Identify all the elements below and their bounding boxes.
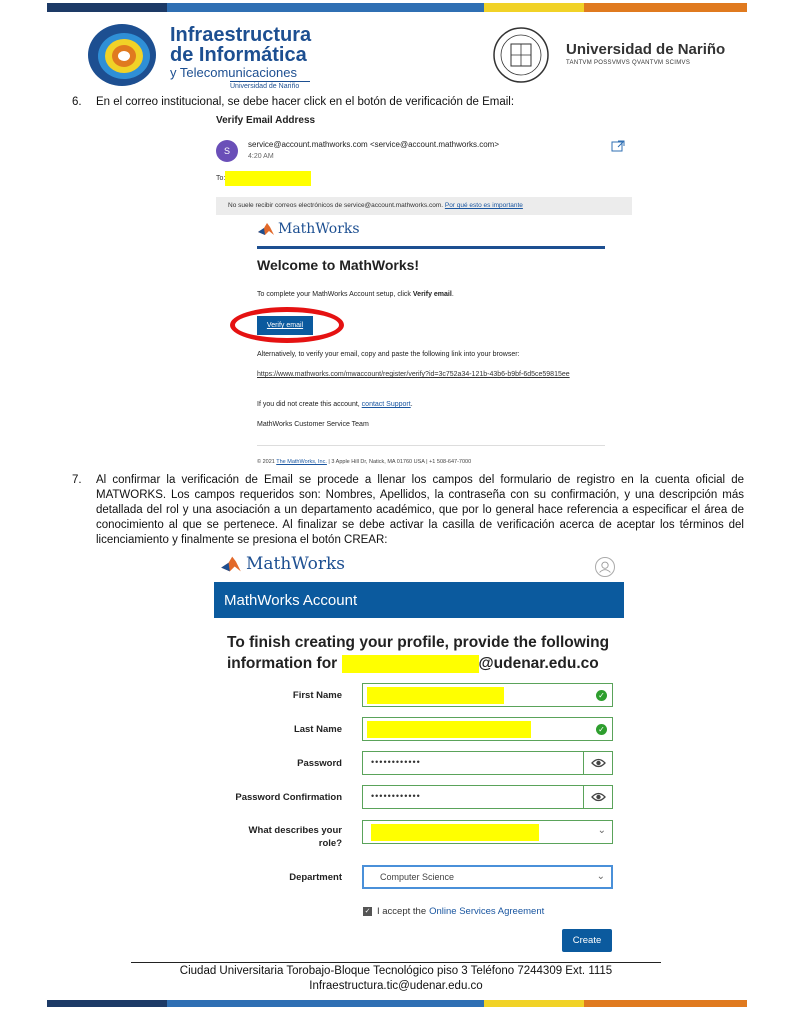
password-confirm-row: [214, 785, 624, 811]
lead-prefix: To complete your MathWorks Account setup, click: [257, 291, 413, 298]
top-color-bar: [47, 3, 747, 12]
footer-suffix: | 3 Apple Hill Dr, Natick, MA 01760 USA | +1 508-647-7000: [326, 459, 472, 465]
valid-check-icon: ✓: [596, 724, 607, 735]
role-label-line-1: What describes your: [248, 825, 342, 836]
bar-segment: [167, 3, 484, 12]
popout-icon[interactable]: [611, 140, 625, 152]
header-rule: [257, 246, 605, 249]
last-name-redaction: [367, 721, 531, 738]
terms-agreement: [363, 906, 544, 917]
step-7-text: Al confirmar la verificación de Email se procede a llenar los campos del formulario de registro en la cuenta oficial de MATWORKS. Los campos requeridos son: Nombres, Apellidos, la contraseña con su confirmación, y una descripción más detallada del rol y una asociación a un departamento académico, que por lo general hace referencia a especificar el área de conocimiento al que se pertenece. Al finalizar se debe activar la casilla de verificación acerca de aceptar los términos del licenciamiento y finalmente se presiona el botón CREAR:: [96, 474, 744, 546]
first-name-input[interactable]: [362, 683, 613, 707]
bar-segment: [167, 1000, 484, 1007]
last-name-label: Last Name: [293, 724, 342, 735]
recipient-redaction: [225, 171, 311, 186]
role-row: [214, 820, 624, 856]
mathworks-logo: [220, 554, 345, 574]
membrane-icon: [257, 221, 275, 237]
footer-address: Ciudad Universitaria Torobajo-Bloque Tecnológico piso 3 Teléfono 7244309 Ext. 1115: [179, 965, 613, 977]
udenar-seal-icon: [490, 26, 552, 84]
email-sender: service@account.mathworks.com <service@account.mathworks.com>: [248, 140, 499, 149]
verify-link[interactable]: https://www.mathworks.com/mwaccount/register/verify?id=3c752a34-121b-43b6-b9bf-6d5ce59815ee: [257, 371, 570, 378]
bottom-color-bar: [47, 1000, 747, 1007]
role-label: [249, 824, 342, 850]
last-name-row: [214, 717, 624, 743]
membrane-icon: [220, 554, 242, 574]
not-created-text: [257, 401, 413, 408]
bar-segment: [584, 3, 747, 12]
valid-check-icon: ✓: [596, 690, 607, 701]
bar-segment: [484, 1000, 584, 1007]
email-subject: Verify Email Address: [216, 115, 316, 126]
notice-link[interactable]: Por qué esto es importante: [444, 202, 523, 209]
last-name-input[interactable]: [362, 717, 613, 741]
online-services-agreement-link[interactable]: Online Services Agreement: [429, 906, 545, 917]
heading-line-2: [227, 653, 617, 674]
department-row: [214, 865, 624, 891]
infra-line-4: Universidad de Nariño: [230, 81, 310, 90]
page-footer: [131, 964, 661, 994]
heading-prefix: information for: [227, 655, 342, 672]
mathworks-logo: [257, 221, 360, 237]
page-footer-rule: [131, 962, 661, 963]
to-label: To:: [216, 175, 226, 182]
password-confirm-input[interactable]: [362, 785, 613, 809]
notice-text: No suele recibir correos electrónicos de service@account.mathworks.com.: [228, 202, 444, 209]
mathworks-wordmark: MathWorks: [246, 554, 346, 574]
email-time: 4:20 AM: [248, 153, 274, 160]
department-value: Computer Science: [380, 872, 455, 882]
bar-segment: [584, 1000, 747, 1007]
infraestructura-wordmark: [170, 25, 311, 90]
mathworks-account-form: [214, 552, 624, 957]
role-select[interactable]: [362, 820, 613, 844]
email-footer: [257, 459, 471, 465]
lead-bold: Verify email: [412, 291, 452, 298]
signature: MathWorks Customer Service Team: [257, 421, 369, 428]
heading-line-1: To finish creating your profile, provide the following: [227, 634, 610, 651]
create-button[interactable]: Create: [562, 929, 612, 952]
department-select[interactable]: [362, 865, 613, 889]
footer-prefix: © 2021: [257, 459, 277, 465]
infra-line-2: de Informática: [170, 44, 307, 66]
infra-line-3: y Telecomunicaciones: [170, 65, 297, 80]
verify-email-button[interactable]: Verify email: [257, 316, 313, 335]
step-6: [72, 95, 752, 111]
password-confirm-label: Password Confirmation: [235, 792, 342, 803]
first-name-row: [214, 683, 624, 709]
step-7: [72, 473, 744, 549]
account-banner: MathWorks Account: [214, 582, 624, 618]
step-6-number: 6.: [72, 96, 82, 108]
sender-notice: [216, 197, 632, 215]
verification-email: [213, 113, 633, 473]
eye-icon: [584, 752, 613, 774]
password-input[interactable]: [362, 751, 613, 775]
welcome-heading: Welcome to MathWorks!: [257, 257, 420, 273]
agree-prefix: I accept the: [377, 906, 427, 917]
footer-rule: [257, 445, 605, 446]
lead-text: [257, 291, 454, 298]
first-name-redaction: [367, 687, 504, 704]
chevron-down-icon: ⌄: [596, 871, 605, 882]
step-7-number: 7.: [72, 474, 82, 486]
show-password-confirm-button[interactable]: [583, 786, 612, 808]
not-created-prefix: If you did not create this account,: [257, 401, 362, 408]
udenar-motto: TANTVM POSSVMVS QVANTVM SCIMVS: [566, 60, 691, 66]
sender-avatar: S: [216, 140, 238, 162]
role-redaction: [371, 824, 539, 841]
password-value: ••••••••••••: [371, 757, 421, 767]
first-name-label: First Name: [292, 690, 342, 701]
terms-checkbox[interactable]: ✓: [364, 908, 371, 915]
profile-heading: [227, 632, 617, 674]
heading-domain: @udenar.edu.co: [478, 655, 599, 672]
password-confirm-value: ••••••••••••: [371, 791, 421, 801]
department-label: Department: [289, 872, 342, 883]
mathworks-wordmark: MathWorks: [278, 221, 360, 237]
bar-segment: [484, 3, 584, 12]
infra-line-1: Infraestructura: [170, 24, 312, 46]
step-6-text: En el correo institucional, se debe hacer click en el botón de verificación de Email:: [96, 96, 515, 108]
udenar-name: Universidad de Nariño: [566, 41, 726, 58]
bar-segment: [47, 1000, 167, 1007]
lead-suffix: .: [451, 291, 454, 298]
password-label: Password: [297, 758, 342, 769]
contact-support-link[interactable]: contact Support: [361, 401, 411, 408]
bar-segment: [47, 3, 167, 12]
mathworks-inc-link[interactable]: The MathWorks, Inc.: [276, 459, 327, 465]
user-icon[interactable]: [595, 557, 615, 577]
password-row: [214, 751, 624, 777]
role-label-line-2: role?: [318, 838, 342, 849]
chevron-down-icon: ⌄: [597, 825, 606, 836]
udenar-wordmark: [566, 41, 725, 66]
footer-email: Infraestructura.tic@udenar.edu.co: [309, 980, 483, 992]
alternative-text: Alternatively, to verify your email, copy and paste the following link into your browser:: [257, 351, 520, 358]
eye-icon: [584, 786, 613, 808]
not-created-suffix: .: [410, 401, 413, 408]
show-password-button[interactable]: [583, 752, 612, 774]
email-redaction: [342, 655, 479, 673]
